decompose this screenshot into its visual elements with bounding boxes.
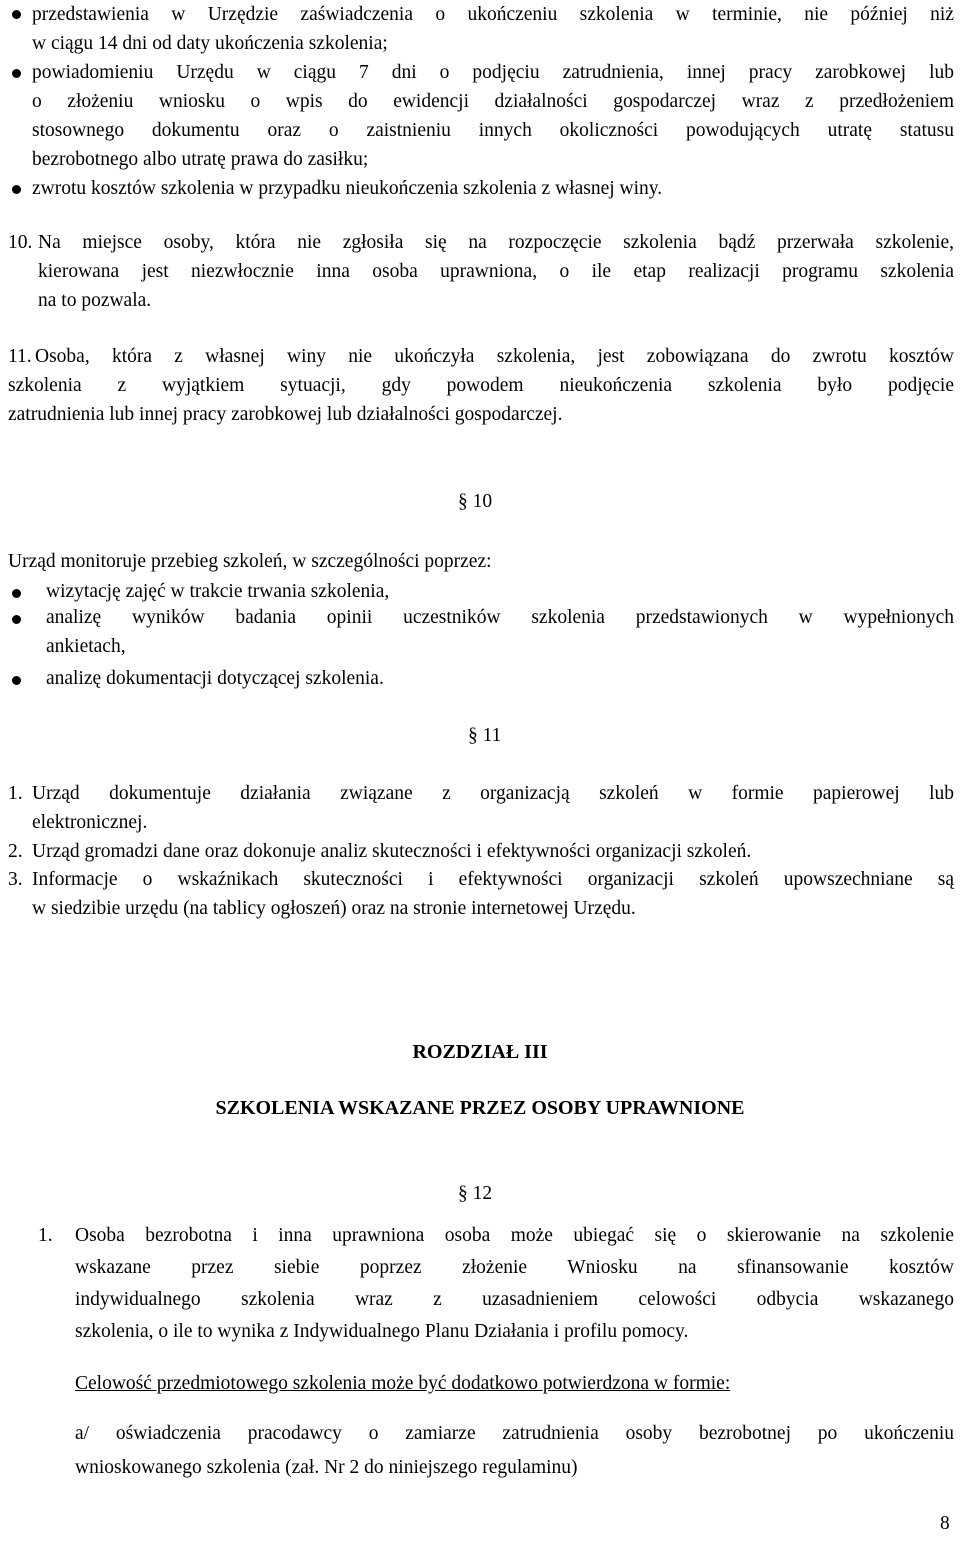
bullet-icon <box>12 69 21 78</box>
bullet-line: wizytację zajęć w trakcie trwania szkolenia, <box>46 581 390 602</box>
list-line: indywidualnego szkolenia wraz z uzasadnieniem celowości odbycia wskazanego <box>75 1289 954 1310</box>
list-line: wnioskowanego szkolenia (zał. Nr 2 do niniejszego regulaminu) <box>75 1457 578 1478</box>
bullet-icon <box>12 589 21 598</box>
bullet-line: w ciągu 14 dni od daty ukończenia szkolenia; <box>32 33 388 54</box>
section-mark: § 10 <box>458 491 493 512</box>
bullet-line: o złożeniu wniosku o wpis do ewidencji działalności gospodarczej wraz z przedłożeniem <box>32 91 954 112</box>
list-line: w siedzibie urzędu (na tablicy ogłoszeń) oraz na stronie internetowej Urzędu. <box>32 898 636 919</box>
paragraph-line: Osoba, która z własnej winy nie ukończyła szkolenia, jest zobowiązana do zwrotu kosztów <box>35 346 954 367</box>
page-number: 8 <box>940 1513 950 1534</box>
bullet-icon <box>12 10 21 19</box>
bullet-icon <box>12 615 21 624</box>
list-line: Informacje o wskaźnikach skuteczności i efektywności organizacji szkoleń upowszechniane są <box>32 869 954 890</box>
bullet-line: bezrobotnego albo utratę prawa do zasiłku; <box>32 149 369 170</box>
paragraph-number: 10. <box>8 232 33 253</box>
list-number: 3. <box>8 869 23 890</box>
bullet-icon <box>12 185 21 194</box>
list-line: wskazane przez siebie poprzez złożenie Wniosku na sfinansowanie kosztów <box>75 1257 954 1278</box>
paragraph-line: szkolenia z wyjątkiem sytuacji, gdy powodem nieukończenia szkolenia było podjęcie <box>8 375 954 396</box>
bullet-line: przedstawienia w Urzędzie zaświadczenia o ukończeniu szkolenia w terminie, nie później niż <box>32 4 954 25</box>
paragraph-line: kierowana jest niezwłocznie inna osoba uprawniona, o ile etap realizacji programu szkolenia <box>38 261 954 282</box>
chapter-subtitle: SZKOLENIA WSKAZANE PRZEZ OSOBY UPRAWNIONE <box>215 1097 745 1119</box>
underlined-note: Celowość przedmiotowego szkolenia może być dodatkowo potwierdzona w formie: <box>75 1373 731 1394</box>
section-intro: Urząd monitoruje przebieg szkoleń, w szczególności poprzez: <box>8 551 492 572</box>
paragraph-number: 11. <box>8 346 32 367</box>
paragraph-line: zatrudnienia lub innej pracy zarobkowej lub działalności gospodarczej. <box>8 404 563 425</box>
bullet-line: analizę wyników badania opinii uczestników szkolenia przedstawionych w wypełnionych <box>46 607 954 628</box>
list-line: Urząd dokumentuje działania związane z organizacją szkoleń w formie papierowej lub <box>32 783 954 804</box>
section-mark: § 12 <box>458 1183 493 1204</box>
list-number: 2. <box>8 841 23 862</box>
list-line: a/ oświadczenia pracodawcy o zamiarze zatrudnienia osoby bezrobotnej po ukończeniu <box>75 1423 954 1444</box>
bullet-icon <box>12 676 21 685</box>
list-number: 1. <box>8 783 23 804</box>
list-line: Urząd gromadzi dane oraz dokonuje analiz skuteczności i efektywności organizacji szkoleń. <box>32 841 752 862</box>
bullet-line: stosownego dokumentu oraz o zaistnieniu innych okoliczności powodujących utratę statusu <box>32 120 954 141</box>
section-mark: § 11 <box>468 725 502 746</box>
bullet-line: ankietach, <box>46 636 126 657</box>
list-line: elektronicznej. <box>32 812 148 833</box>
chapter-title: ROZDZIAŁ III <box>412 1041 548 1063</box>
list-line: szkolenia, o ile to wynika z Indywidualnego Planu Działania i profilu pomocy. <box>75 1321 689 1342</box>
list-line: Osoba bezrobotna i inna uprawniona osoba może ubiegać się o skierowanie na szkolenie <box>75 1225 954 1246</box>
bullet-line: powiadomieniu Urzędu w ciągu 7 dni o podjęciu zatrudnienia, innej pracy zarobkowej lub <box>32 62 954 83</box>
paragraph-line: Na miejsce osoby, która nie zgłosiła się na rozpoczęcie szkolenia bądź przerwała szkolenie, <box>38 232 954 253</box>
list-number: 1. <box>38 1225 53 1246</box>
paragraph-line: na to pozwala. <box>38 290 152 311</box>
bullet-line: zwrotu kosztów szkolenia w przypadku nieukończenia szkolenia z własnej winy. <box>32 178 663 199</box>
bullet-line: analizę dokumentacji dotyczącej szkolenia. <box>46 668 384 689</box>
